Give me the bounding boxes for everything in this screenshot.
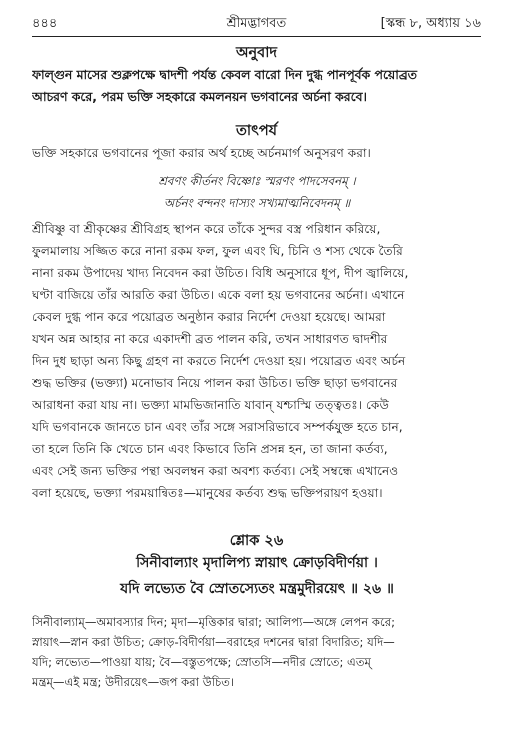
text-line: মন্ত্রম্—এই মন্ত্র; উদীরয়েৎ—জপ করা উচিত। (32, 675, 235, 689)
text-line: ঘণ্টা বাজিয়ে তাঁর আরতি করা উচিত। একে বলা হয় ভগবানের অর্চনা। এখানে (32, 288, 405, 302)
quote-line: অর্চনং বন্দনং দাস্যং সখ্যমাত্মনিবেদনম্ ॥ (163, 196, 351, 210)
text-line: ফাল্গুন মাসের শুক্লপক্ষে দ্বাদশী পর্যন্ত কেবল বারো দিন দুগ্ধ পানপূর্বক পয়োব্রত (32, 67, 417, 82)
text-line: শ্রীবিষ্ণু বা শ্রীকৃষ্ণের শ্রীবিগ্রহ স্থাপন করে তাঁকে সুন্দর বস্ত্র পরিধান করিয়ে, (32, 222, 381, 236)
purport-quote (32, 170, 482, 214)
translation-text (32, 64, 482, 108)
text-line: ভক্তি সহকারে ভগবানের পূজা করার অর্থ হচ্ছে অর্চনমার্গ অনুসরণ করা। (32, 146, 371, 160)
header-divider (32, 36, 481, 37)
text-line: ফুলমালায় সজ্জিত করে নানা রকম ফল, ফুল এবং ঘি, চিনি ও শস্য থেকে তৈরি (32, 244, 403, 258)
text-line: সিনীবাল্যাম্—অমাবস্যার দিন; মৃদা—মৃত্তিকার দ্বারা; আলিপ্য—অঙ্গে লেপন করে; (32, 615, 395, 629)
text-line: এবং সেই জন্য ভক্তির পন্থা অবলম্বন করা অবশ্য কর্তব্য। সেই সম্বন্ধে এখানেও (32, 464, 399, 478)
text-line: আচরণ করে, পরম ভক্তি সহকারে কমলনয়ন ভগবানের অর্চনা করবে। (32, 89, 367, 104)
verse-line: যদি লভ্যেত বৈ স্রোতস্যেতং মন্ত্রমুদীরয়েৎ ॥ ২৬ ॥ (120, 581, 394, 597)
text-line: তা হলে তিনি কি খেতে চান এবং কিভাবে তিনি প্রসন্ন হন, তা জানা কর্তব্য, (32, 442, 388, 456)
text-line: যদি; লভ্যেত—পাওয়া যায়; বৈ—বস্তুতপক্ষে; স্রোতসি—নদীর স্রোতে; এতম্ (32, 655, 371, 669)
purport-text (32, 218, 482, 504)
text-line: নানা রকম উপাদেয় খাদ্য নিবেদন করা উচিত। বিধি অনুসারে ধূপ, দীপ জ্বালিয়ে, (32, 266, 409, 280)
sloka-verse (32, 550, 482, 602)
verse-line: সিনীবাল্যাং মৃদালিপ্য স্নায়াৎ ক্রোড়বিদীর্ণয়া । (136, 555, 378, 571)
text-line: শুদ্ধ ভক্তির (ভক্ত্যা) মনোভাব নিয়ে পালন করা উচিত। ভক্তি ছাড়া ভগবানের (32, 376, 398, 390)
chapter-reference: [স্কন্ধ ৮, অধ্যায় ১৬ (380, 16, 481, 31)
synonyms-text (32, 612, 482, 692)
running-header (32, 14, 481, 34)
text-line: দিন দুধ ছাড়া অন্য কিছু গ্রহণ না করতে নির্দেশ দেওয়া হয়। পয়োব্রত এবং অর্চন (32, 354, 406, 368)
text-line: স্নায়াৎ—স্নান করা উচিত; ক্রোড়-বিদীর্ণয়া—বরাহের দশনের দ্বারা বিদারিত; যদি— (32, 635, 395, 649)
page-number: ৪৪৪ (32, 16, 58, 31)
text-line: আরাধনা করা যায় না। ভক্ত্যা মামভিজানাতি যাবান্ যশ্চাস্মি তত্ত্বতঃ। কেউ (32, 398, 389, 412)
text-line: কেবল দুগ্ধ পান করে পয়োব্রত অনুষ্ঠান করার নির্দেশ দেওয়া হয়েছে। আমরা (32, 310, 386, 324)
purport-heading: তাৎপর্য (235, 123, 278, 139)
text-line: যখন অন্ন আহার না করে একাদশী ব্রত পালন করি, তখন সাধারণত দ্বাদশীর (32, 332, 388, 346)
book-title: শ্রীমদ্ভাগবত (226, 16, 287, 31)
purport-intro (32, 142, 482, 164)
translation-heading: অনুবাদ (235, 45, 278, 61)
quote-line: শ্রবণং কীর্তনং বিষ্ণোঃ স্মরণং পাদসেবনম্ । (158, 174, 356, 188)
text-line: যদি ভগবানকে জানতে চান এবং তাঁর সঙ্গে সরাসরিভাবে সম্পর্কযুক্ত হতে চান, (32, 420, 403, 434)
sloka-heading: শ্লোক ২৬ (229, 533, 284, 549)
text-line: বলা হয়েছে, ভক্ত্যা পরময়ান্বিতঃ—মানুষের কর্তব্য শুদ্ধ ভক্তিপরায়ণ হওয়া। (32, 486, 383, 500)
